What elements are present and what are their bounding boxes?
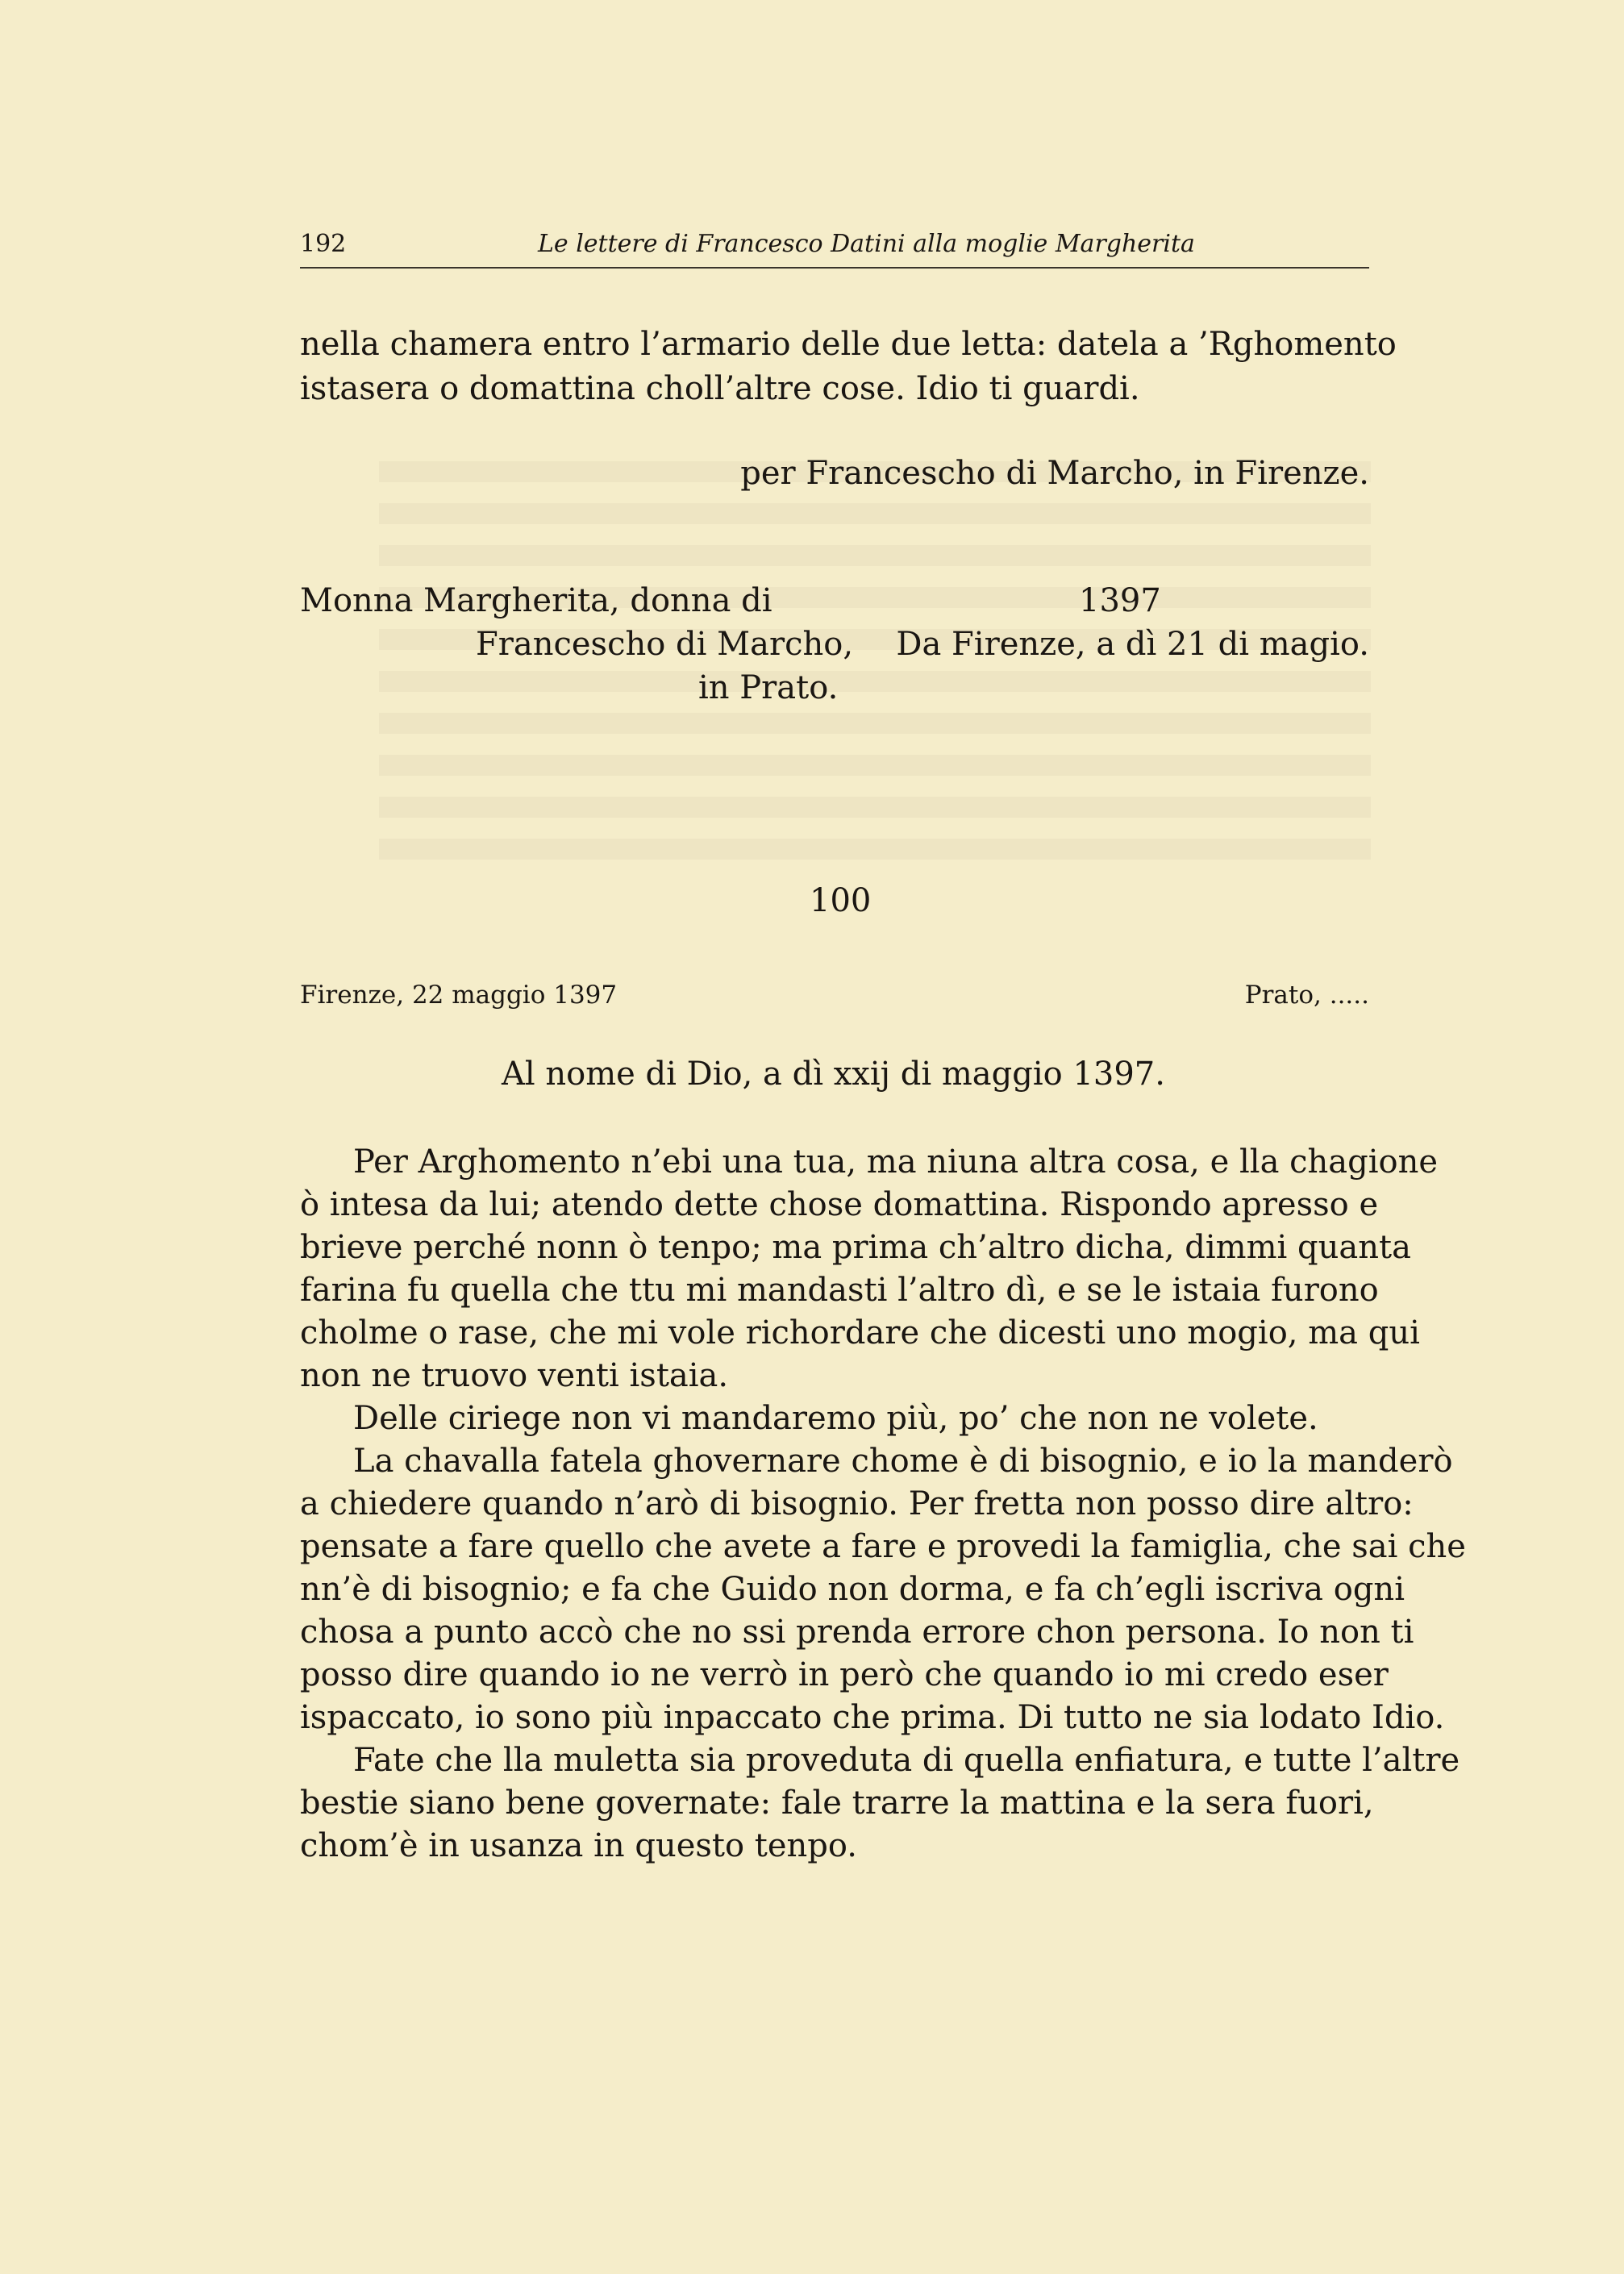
body-line: chom’è in usanza in questo tenpo. bbox=[300, 1827, 857, 1864]
prev-letter-line: istasera o domattina choll’altre cose. Idio ti guardi. bbox=[300, 370, 1140, 407]
body-line: nn’è di bisognio; e fa che Guido non dorma, e fa ch’egli iscriva ogni bbox=[300, 1571, 1405, 1608]
body-line: La chavalla fatela ghovernare chome è di bisognio, e io la manderò bbox=[353, 1443, 1453, 1480]
body-line: non ne truovo venti istaia. bbox=[300, 1357, 729, 1394]
body-line: Fate che lla muletta sia proveduta di quella enfiatura, e tutte l’altre bbox=[353, 1742, 1460, 1779]
body-line: bestie siano bene governate: fale trarre la mattina e la sera fuori, bbox=[300, 1785, 1374, 1822]
address-recipient: Francescho di Marcho, bbox=[476, 626, 854, 663]
page-number: 192 bbox=[300, 230, 347, 258]
prev-letter-signature: per Francescho di Marcho, in Firenze. bbox=[740, 455, 1369, 492]
body-line: chosa a punto accò che no ssi prenda errore chon persona. Io non ti bbox=[300, 1614, 1414, 1651]
address-recipient: Monna Margherita, donna di bbox=[300, 582, 772, 619]
letter-destination: Prato, ..... bbox=[1244, 981, 1369, 1010]
body-line: brieve perché nonn ò tenpo; ma prima ch’altro dicha, dimmi quanta bbox=[300, 1229, 1411, 1266]
body-line: Per Arghomento n’ebi una tua, ma niuna altra cosa, e lla chagione bbox=[353, 1143, 1439, 1181]
body-line: Delle ciriege non vi mandaremo più, po’ che non ne volete. bbox=[353, 1400, 1318, 1437]
body-line: farina fu quella che ttu mi mandasti l’altro dì, e se le istaia furono bbox=[300, 1272, 1379, 1309]
body-line: cholme o rase, che mi vole richordare che dicesti uno mogio, ma qui bbox=[300, 1314, 1420, 1351]
body-line: posso dire quando io ne verrò in però che quando io mi credo eser bbox=[300, 1656, 1389, 1693]
running-title: Le lettere di Francesco Datini alla moglie Margherita bbox=[538, 230, 1195, 258]
address-dispatch: Da Firenze, a dì 21 di magio. bbox=[896, 626, 1369, 663]
body-line: ò intesa da lui; atendo dette chose domattina. Rispondo apresso e bbox=[300, 1186, 1379, 1223]
letter-place-date: Firenze, 22 maggio 1397 bbox=[300, 981, 618, 1010]
body-line: a chiedere quando n’arò di bisognio. Per fretta non posso dire altro: bbox=[300, 1485, 1414, 1522]
address-recipient: in Prato. bbox=[698, 669, 839, 706]
body-line: pensate a fare quello che avete a fare e provedi la famiglia, che sai che bbox=[300, 1528, 1466, 1565]
letter-number: 100 bbox=[810, 882, 872, 919]
body-line: ispaccato, io sono più inpaccato che prima. Di tutto ne sia lodato Idio. bbox=[300, 1699, 1445, 1736]
address-year: 1397 bbox=[1079, 582, 1161, 619]
letter-opening: Al nome di Dio, a dì xxij di maggio 1397. bbox=[502, 1056, 1165, 1093]
running-header bbox=[300, 228, 1369, 269]
prev-letter-line: nella chamera entro l’armario delle due letta: datela a ’Rghomento bbox=[300, 326, 1397, 363]
